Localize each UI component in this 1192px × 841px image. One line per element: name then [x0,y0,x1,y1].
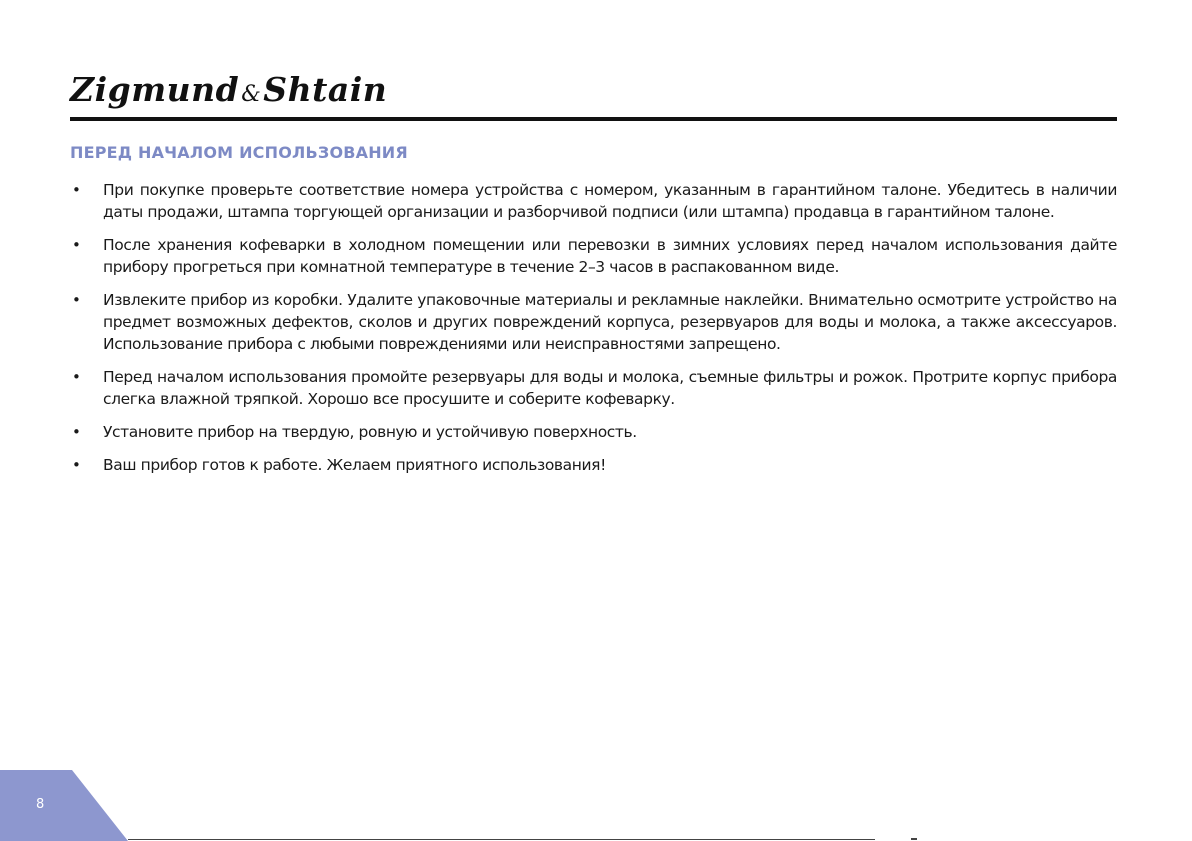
list-item [70,289,1117,355]
list-item-text: Установите прибор на твердую, ровную и устойчивую поверхность. [103,423,637,441]
brand-logo-ampersand: & [241,82,262,107]
footer-divider [128,839,875,840]
bullet-icon: • [72,236,81,254]
list-item-text: Извлеките прибор из коробки. Удалите упаковочные материалы и рекламные наклейки. Внимательно осмотрите устройство на предмет возможных дефектов, сколов и других повреждений корпуса, резервуаров для воды и молока, а также аксессуаров. Использование прибора с любыми повреждениями или неисправностями запрещено. [103,291,1117,353]
bullet-icon: • [72,456,81,474]
list-item-text: Перед началом использования промойте резервуары для воды и молока, съемные фильтры и рожок. Протрите корпус прибора слегка влажной тряпкой. Хорошо все просушите и соберите кофеварку. [103,368,1117,408]
bullet-icon: • [72,368,81,386]
list-item [70,234,1117,278]
list-item [70,366,1117,410]
list-item [70,179,1117,223]
brand-logo-left: Zigmund [70,70,240,109]
list-item [70,421,1117,443]
brand-logo-right: Shtain [263,70,388,109]
header-divider [70,117,1117,121]
instructions-list [70,179,1117,487]
list-item-text: После хранения кофеварки в холодном помещении или перевозки в зимних условиях перед началом использования дайте прибору прогреться при комнатной температуре в течение 2–3 часов в распакованном виде. [103,236,1117,276]
list-item-text: При покупке проверьте соответствие номера устройства с номером, указанным в гарантийном талоне. Убедитесь в наличии даты продажи, штампа торгующей организации и разборчивой подписи (или штампа) продавца в гарантийном талоне. [103,181,1117,221]
footer-tick-mark [911,838,917,840]
list-item [70,454,1117,476]
page-number: 8 [36,797,45,812]
section-title: ПЕРЕД НАЧАЛОМ ИСПОЛЬЗОВАНИЯ [70,143,408,162]
page-corner-decoration [0,770,128,841]
bullet-icon: • [72,423,81,441]
brand-logo [70,70,387,115]
bullet-icon: • [72,181,81,199]
bullet-icon: • [72,291,81,309]
list-item-text: Ваш прибор готов к работе. Желаем приятного использования! [103,456,606,474]
